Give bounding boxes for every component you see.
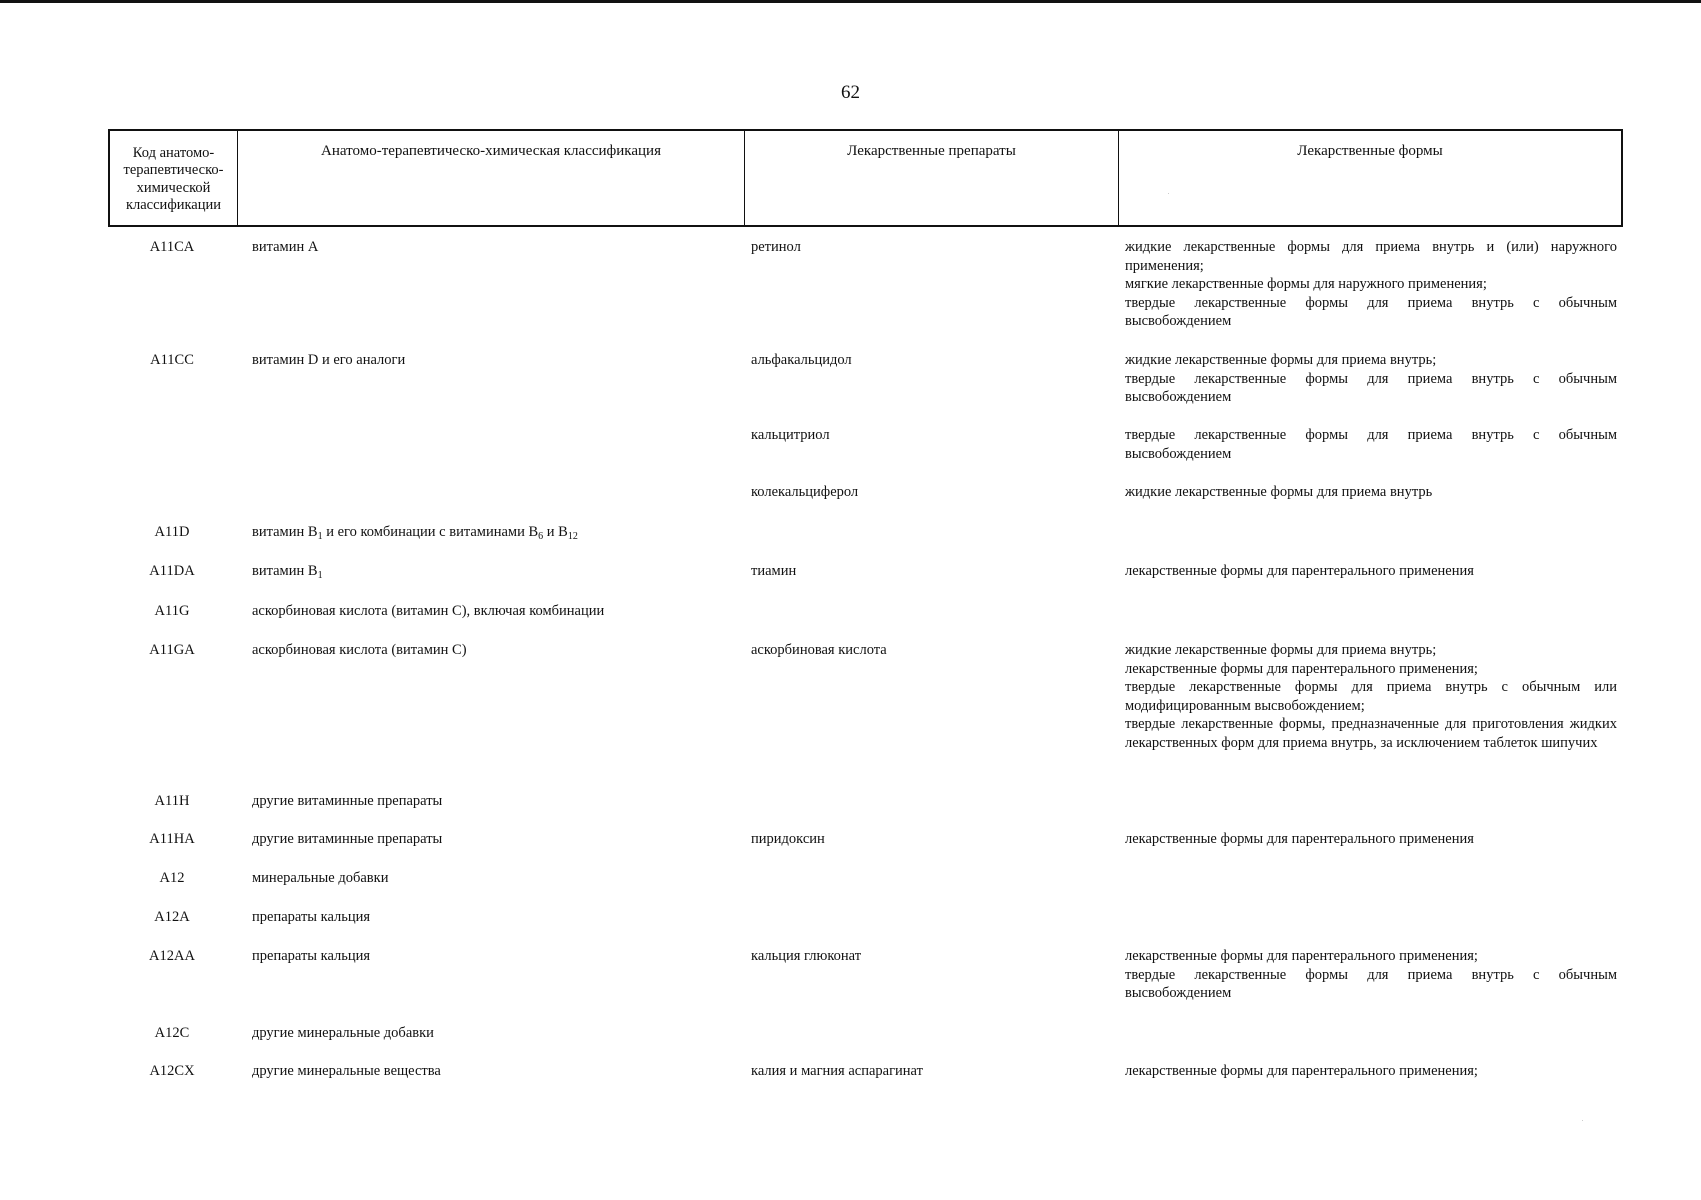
drug-name: аскорбиновая кислота [751, 642, 887, 658]
dosage-form-line: твердые лекарственные формы для приема внутрь с обычным высвобождением [1125, 427, 1617, 462]
dosage-forms [1117, 426, 1623, 463]
atc-code: A11CC [150, 352, 194, 368]
dosage-form-line: твердые лекарственные формы для приема внутрь с обычным или модифицированным высвобождением; [1125, 679, 1617, 714]
atc-name: препараты кальция [252, 909, 371, 925]
table-row [108, 947, 1623, 1024]
atc-code: A11GA [149, 642, 195, 658]
atc-code: A11HA [149, 831, 195, 847]
drug-name: калия и магния аспарагинат [751, 1063, 923, 1079]
drug-name: кальцитриол [751, 427, 830, 443]
drug-name: колекальциферол [751, 484, 859, 500]
atc-code: A12AA [149, 948, 195, 964]
atc-name-part: и его комбинации с витаминами B [322, 524, 539, 540]
atc-code: A12CX [149, 1063, 195, 1079]
atc-name: другие минеральные добавки [252, 1025, 434, 1041]
dosage-forms [1117, 238, 1623, 331]
atc-code: A11CA [149, 239, 195, 255]
table-header [108, 129, 1623, 227]
drug-name: кальция глюконат [751, 948, 862, 964]
table-row [108, 1024, 1623, 1062]
atc-code: A12 [159, 870, 185, 886]
dosage-form-line: лекарственные формы для парентерального применения [1125, 831, 1474, 847]
table-row [108, 869, 1623, 908]
atc-code: A11DA [149, 563, 195, 579]
dosage-form-line: жидкие лекарственные формы для приема внутрь; [1125, 642, 1437, 658]
dosage-form-line: твердые лекарственные формы для приема внутрь с обычным высвобождением [1125, 370, 1617, 405]
dosage-forms [1117, 641, 1623, 752]
subscript: 1 [317, 570, 323, 581]
drug-name: тиамин [751, 563, 797, 579]
dosage-form-line: лекарственные формы для парентерального применения; [1125, 660, 1478, 677]
dosage-forms [1117, 562, 1623, 581]
table-row [108, 483, 1623, 523]
table-row [108, 602, 1623, 641]
dosage-forms [1117, 830, 1623, 849]
table-row [108, 426, 1623, 483]
dosage-form-line: лекарственные формы для парентерального применения; [1125, 948, 1478, 964]
header-code: Код анатомо-терапевтическо-химической классификации [110, 131, 238, 225]
dosage-form-line: лекарственные формы для парентерального применения [1125, 563, 1474, 579]
drug-name: пиридоксин [751, 831, 825, 847]
atc-name [236, 523, 743, 542]
dosage-form-line: жидкие лекарственные формы для приема внутрь; [1125, 352, 1437, 368]
dosage-form-line: твердые лекарственные формы для приема внутрь с обычным высвобождением [1125, 966, 1617, 1001]
subscript: 12 [567, 531, 578, 542]
subscript: 6 [538, 531, 544, 542]
dosage-form-line: твердые лекарственные формы, предназначенные для приготовления жидких лекарственных форм для приема внутрь, за исключением таблеток шипучих [1125, 716, 1617, 751]
atc-name: другие витаминные препараты [252, 793, 443, 809]
dosage-forms [1117, 351, 1623, 407]
atc-name: минеральные добавки [252, 870, 389, 886]
atc-code: A11H [154, 793, 190, 809]
table-row [108, 562, 1623, 602]
table-row [108, 641, 1623, 792]
atc-code: A12C [154, 1025, 190, 1041]
atc-name-part: витамин B [252, 524, 318, 540]
dosage-forms [1117, 483, 1623, 502]
atc-code: A11D [154, 524, 190, 540]
atc-name: препараты кальция [252, 948, 371, 964]
atc-code: A12A [154, 909, 190, 925]
table-row [108, 523, 1623, 562]
atc-code: A11G [154, 603, 190, 619]
subscript: 1 [317, 531, 323, 542]
table-body [108, 238, 1623, 1102]
drug-name: альфакальцидол [751, 352, 852, 368]
atc-name: аскорбиновая кислота (витамин C), включая комбинации [252, 603, 605, 619]
atc-name [236, 562, 743, 581]
dosage-form-line: твердые лекарственные формы для приема внутрь с обычным высвобождением [1125, 294, 1617, 329]
page-number: 62 [841, 82, 860, 103]
atc-name: витамин D и его аналоги [252, 352, 406, 368]
header-forms: Лекарственные формы [1297, 143, 1443, 159]
scan-speck [1582, 1120, 1583, 1121]
atc-name: другие витаминные препараты [252, 831, 443, 847]
atc-name-part: витамин B [252, 563, 318, 579]
atc-name: витамин А [252, 239, 319, 255]
table-row [108, 830, 1623, 869]
table-row [108, 238, 1623, 351]
header-drugs: Лекарственные препараты [745, 131, 1119, 225]
atc-name: другие минеральные вещества [252, 1063, 441, 1079]
dosage-forms [1117, 947, 1623, 1003]
dosage-forms [1117, 1062, 1623, 1081]
table-row [108, 351, 1623, 426]
scan-speck [1168, 193, 1169, 194]
dosage-form-line: жидкие лекарственные формы для приема внутрь [1125, 484, 1433, 500]
atc-name-part: и B [543, 524, 568, 540]
table-row [108, 908, 1623, 947]
atc-name: аскорбиновая кислота (витамин C) [252, 642, 467, 658]
dosage-form-line: мягкие лекарственные формы для наружного применения; [1125, 276, 1487, 292]
header-atc: Анатомо-терапевтическо-химическая классификация [238, 131, 745, 225]
drug-name: ретинол [751, 239, 801, 255]
top-border-line [0, 0, 1701, 3]
dosage-form-line: жидкие лекарственные формы для приема внутрь и (или) наружного применения; [1125, 239, 1617, 274]
dosage-form-line: лекарственные формы для парентерального применения; [1125, 1063, 1478, 1079]
table-row [108, 1062, 1623, 1102]
table-row [108, 792, 1623, 830]
